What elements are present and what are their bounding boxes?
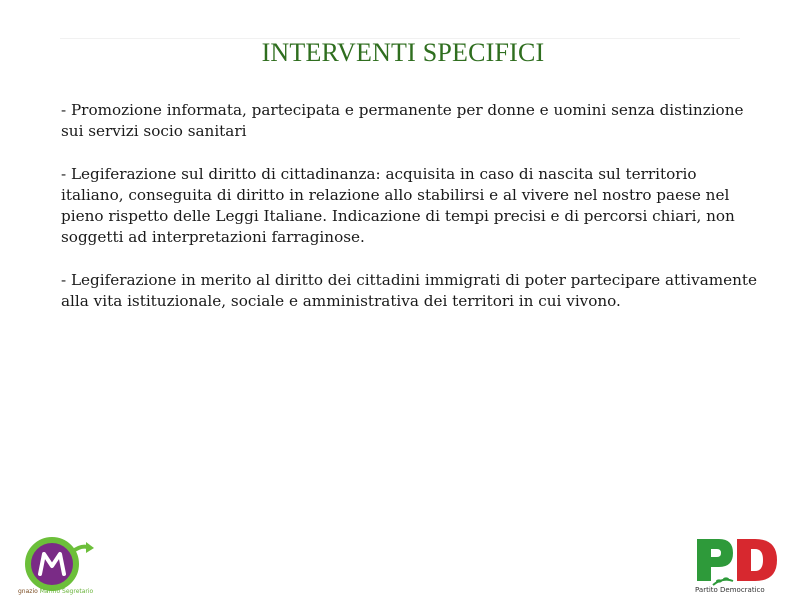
paragraph-health-promotion: - Promozione informata, partecipata e permanente per donne e uomini senza distinzione sui servizi socio sanitari — [61, 101, 744, 140]
paragraph-immigrant-participation: - Legiferazione in merito al diritto dei cittadini immigrati di poter partecipare attivamente alla vita istituzionale, sociale e amministrativa dei territori in cui vivono. — [61, 271, 758, 310]
slide-title: INTERVENTI SPECIFICI — [261, 38, 545, 67]
paragraph-citizenship-law: - Legiferazione sul diritto di cittadinanza: acquisita in caso di nascita sul territorio italiano, conseguita di diritto in relazione allo stabilirsi e al vivere nel nostro paese nel pieno rispetto delle Leggi Italiane. Indicazione di tempi precisi e di percorsi chiari, non soggetti ad interpretazioni farraginose. — [61, 165, 735, 246]
pd-caption: Partito Democratico — [695, 586, 765, 594]
marino-caption: gnazio Marino Segretario — [18, 588, 94, 595]
slide-body — [61, 100, 761, 334]
